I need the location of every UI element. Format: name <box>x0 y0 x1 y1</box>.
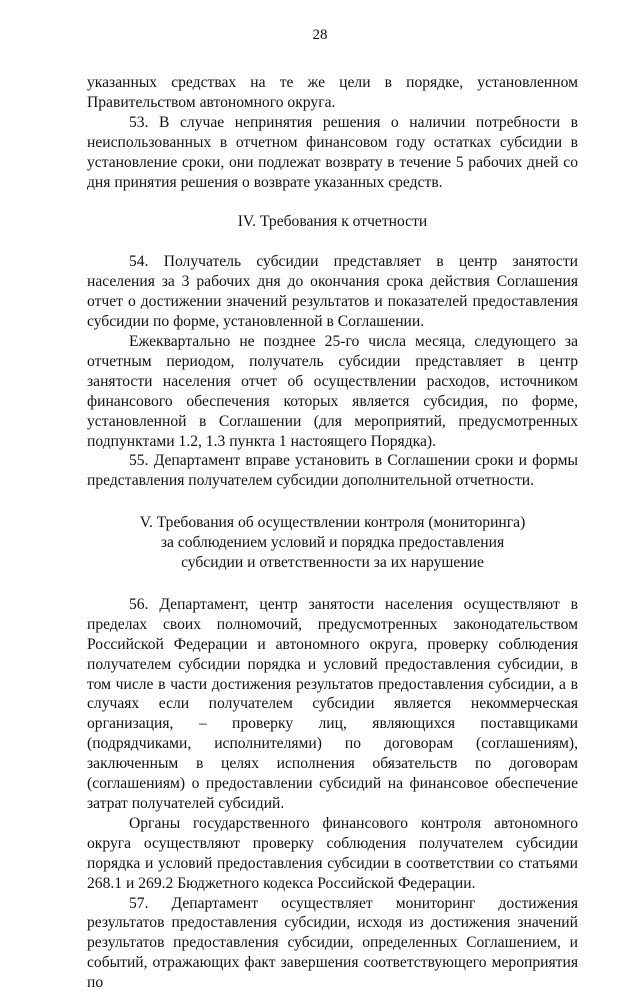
paragraph-financial-control: Органы государственного финансового контроля автономного округа осуществляют проверку соблюдения получателем субсидии порядка и условий предоставления субсидии в соответствии со статьями 268.1 и 269.2 Бюджетного кодекса Российской Федерации. <box>87 814 578 892</box>
paragraph-continuation: указанных средствах на те же цели в порядке, установленном Правительством автономного округа. <box>87 74 578 111</box>
paragraph-56: 56. Департамент, центр занятости населения осуществляют в пределах своих полномочий, предусмотренных законодательством Российской Федерации и автономного округа, проверку соблюдения получателем субсидии порядка и условий предоставления субсидии, в том числе в части достижения результатов предоставления субсидии, а в случаях если получателем субсидии является некоммерческая организация, – проверку лиц, являющихся поставщиками (подрядчиками, исполнителями) по договорам (соглашениям), заключенным в целях исполнения обязательств по договорам (соглашениям) о предоставлении субсидий на финансовое обеспечение затрат получателей субсидий. <box>87 595 578 812</box>
page-number: 28 <box>312 27 328 43</box>
paragraph-54: 54. Получатель субсидии представляет в центр занятости населения за 3 рабочих дня до окончания срока действия Соглашения отчет о достижении значений результатов и показателей предоставления субсидии по форме, установленной в Соглашении. <box>87 253 578 331</box>
section-heading-v-line: V. Требования об осуществлении контроля (мониторинга) <box>139 514 526 532</box>
section-heading-v-line: субсидии и ответственности за их нарушение <box>181 554 484 572</box>
document-body <box>87 73 578 993</box>
paragraph-55: 55. Департамент вправе установить в Соглашении сроки и формы представления получателем субсидии дополнительной отчетности. <box>87 452 578 490</box>
section-heading-v-line: за соблюдением условий и порядка предоставления <box>160 534 505 552</box>
section-heading-v <box>87 513 578 573</box>
paragraph-57: 57. Департамент осуществляет мониторинг достижения результатов предоставления субсидии, исходя из достижения значений результатов предоставления субсидии, определенных Соглашением, и событий, отражающих факт завершения соответствующего мероприятия по <box>87 894 578 992</box>
paragraph-53: 53. В случае непринятия решения о наличии потребности в неиспользованных в отчетном финансовом году остатках субсидии в установление сроки, они подлежат возврату в течение 5 рабочих дней со дня принятия решения о возврате указанных средств. <box>87 113 578 191</box>
section-heading-iv: IV. Требования к отчетности <box>237 213 428 231</box>
paragraph-quarterly-report: Ежеквартально не позднее 25-го числа месяца, следующего за отчетным периодом, получатель субсидии представляет в центр занятости населения отчет об осуществлении расходов, источником финансового обеспечения которых является субсидия, по форме, установленной в Соглашении (для мероприятий, предусмотренных подпунктами 1.2, 1.3 пункта 1 настоящего Порядка). <box>87 332 578 450</box>
